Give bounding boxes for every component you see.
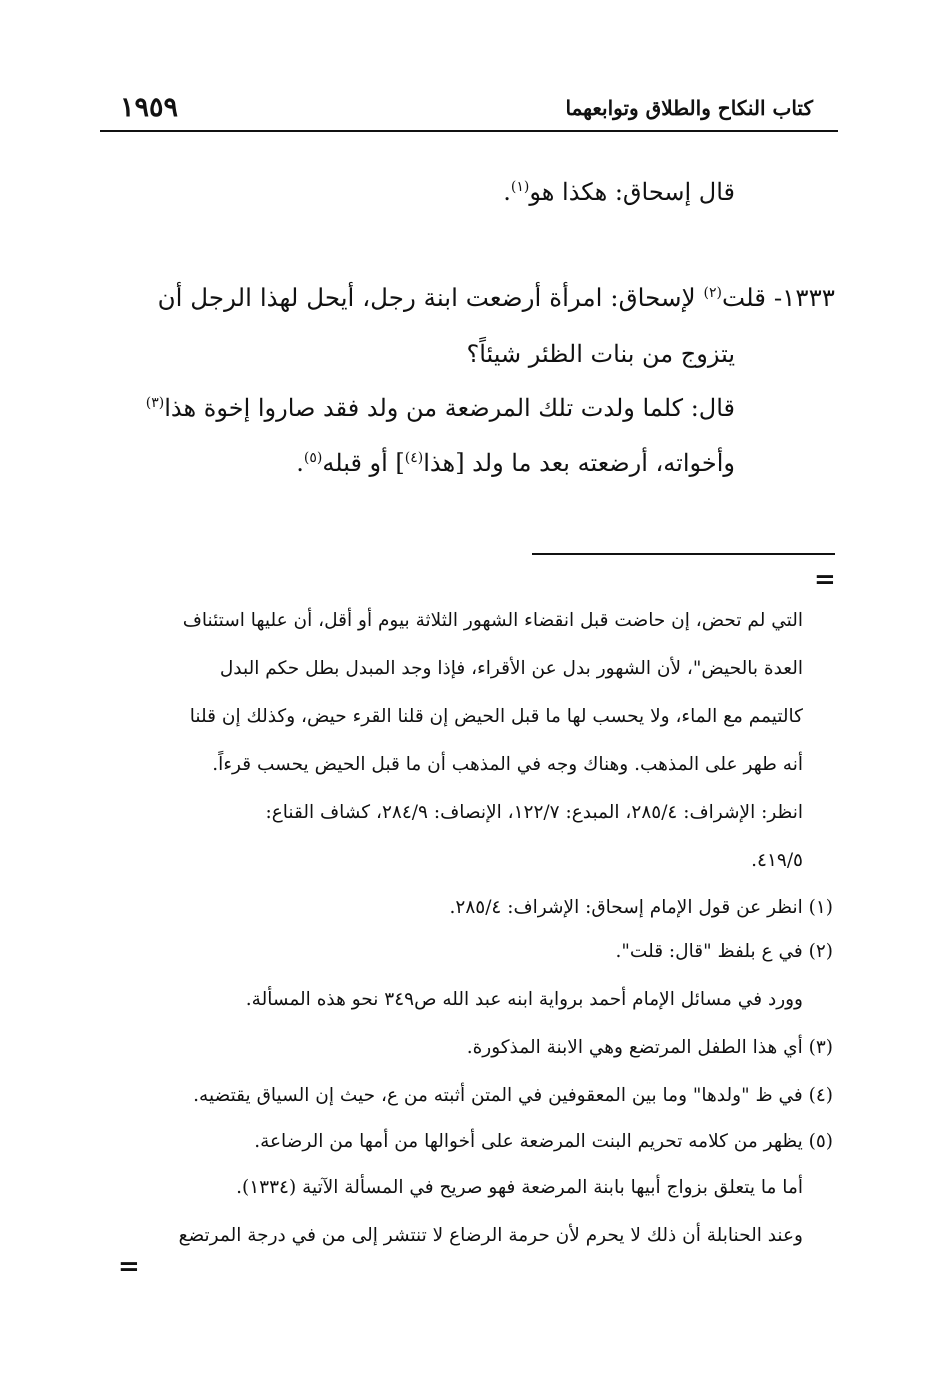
- main-text: ] أو قبله: [322, 449, 405, 477]
- footnote-1: (١) انظر عن قول الإمام إسحاق: الإشراف: ٢٨٥/٤.: [449, 897, 833, 918]
- footnote-separator: [532, 553, 835, 555]
- footnote-ref: (٣): [145, 395, 165, 411]
- answer-line-2: [296, 443, 735, 483]
- question-line-1: [158, 278, 835, 318]
- footnote-5-cont: أما ما يتعلق بزواج أبيها بابنة المرضعة فهو صريح في المسألة الآتية (١٣٣٤).: [236, 1177, 803, 1198]
- answer-line-1: [146, 388, 735, 428]
- continuation-mark-bottom: =: [118, 1252, 140, 1282]
- footnote-4: (٤) في ظ "ولدها" وما بين المعقوفين في المتن أثبته من ع، حيث إن السياق يقتضيه.: [193, 1085, 833, 1106]
- footnote-2: (٢) في ع بلفظ "قال: قلت".: [615, 941, 833, 962]
- footnote-carry-line: العدة بالحيض"، لأن الشهور بدل عن الأقراء، فإذا وجد المبدل بطل حكم البدل: [219, 658, 803, 679]
- main-text: قال: كلما ولدت تلك المرضعة من ولد فقد صاروا إخوة هذا: [164, 394, 735, 422]
- question-number: ١٣٣٣- قلت: [721, 283, 835, 312]
- footnote-carry-line: ٤١٩/٥.: [751, 850, 803, 871]
- footnote-3: (٣) أي هذا الطفل المرتضع وهي الابنة المذكورة.: [466, 1037, 833, 1058]
- footnote-carry-line: التي لم تحض، إن حاضت قبل انقضاء الشهور الثلاثة بيوم أو أقل، أن عليها استئناف: [182, 610, 803, 631]
- book-title: كتاب النكاح والطلاق وتوابعهما: [565, 96, 813, 120]
- question-line-2: [466, 334, 735, 374]
- footnote-5: (٥) يظهر من كلامه تحريم البنت المرضعة على أخوالها من أمها من الرضاعة.: [254, 1131, 833, 1152]
- main-text: لإسحاق: امرأة أرضعت ابنة رجل، أيحل لهذا الرجل أن: [157, 283, 704, 312]
- footnote-2-cont: وورد في مسائل الإمام أحمد برواية ابنه عبد الله ص٣٤٩ نحو هذه المسألة.: [245, 989, 803, 1010]
- header-rule: [100, 130, 838, 132]
- footnote-ref: (٥): [303, 450, 323, 466]
- continuation-mark-top: =: [814, 565, 836, 595]
- main-text: وأخواته، أرضعته بعد ما ولد [هذا: [423, 449, 735, 477]
- main-text: قال إسحاق: هكذا هو: [529, 178, 735, 206]
- main-line-1: [503, 172, 735, 212]
- main-text: يتزوج من بنات الظئر شيئاً؟: [466, 340, 735, 368]
- main-text: .: [296, 449, 304, 477]
- footnote-carry-line: انظر: الإشراف: ٢٨٥/٤، المبدع: ١٢٢/٧، الإنصاف: ٢٨٤/٩، كشاف القناع:: [265, 802, 803, 823]
- footnote-ref: (٤): [404, 450, 424, 466]
- footnote-5-cont: وعند الحنابلة أن ذلك لا يحرم لأن حرمة الرضاع لا تنتشر إلى من في درجة المرتضع: [178, 1225, 803, 1246]
- footnote-ref: (٢): [703, 284, 722, 301]
- footnote-carry-line: كالتيمم مع الماء، ولا يحسب لها ما قبل الحيض إن قلنا القرء حيض، وكذلك إن قلنا: [189, 706, 803, 727]
- page-number: ١٩٥٩: [120, 92, 179, 123]
- footnote-carry-line: أنه طهر على المذهب. وهناك وجه في المذهب أن ما قبل الحيض يحسب قرءاً.: [212, 754, 803, 775]
- main-text: .: [503, 178, 511, 206]
- running-header: [100, 88, 833, 128]
- footnote-ref: (١): [510, 179, 530, 195]
